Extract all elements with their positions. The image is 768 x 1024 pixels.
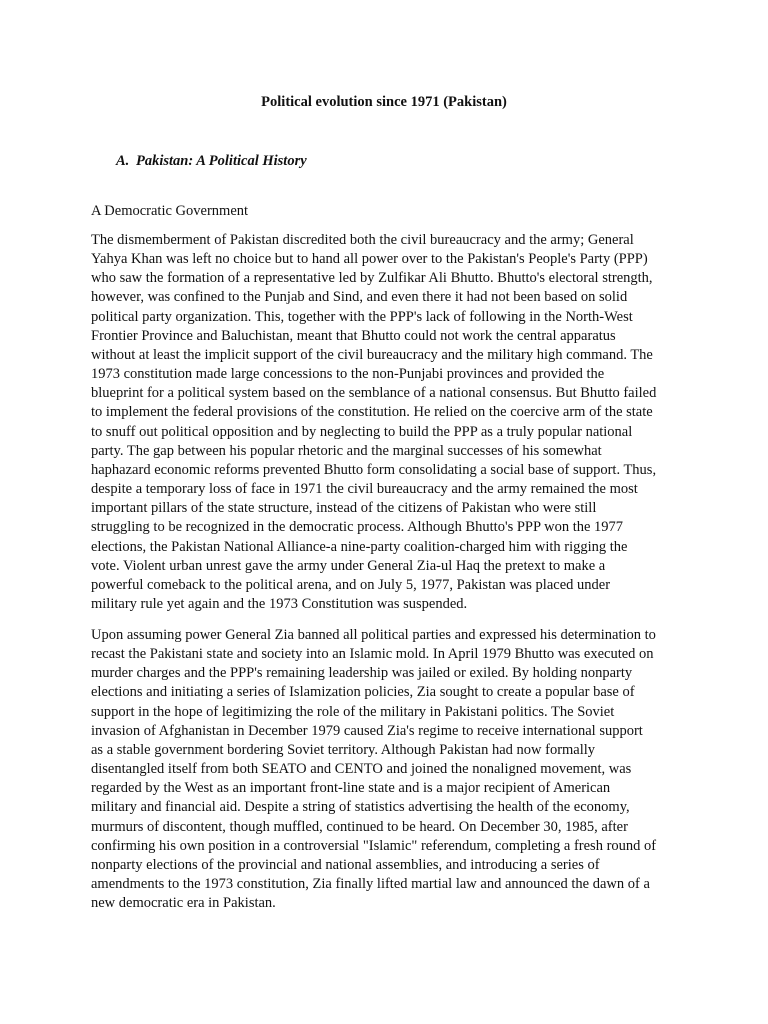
paragraph-line: to implement the federal provisions of the constitution. He relied on the coercive arm of the state — [91, 404, 653, 421]
paragraph-line: important pillars of the state structure, instead of the citizens of Pakistan who were still — [91, 500, 597, 517]
paragraph-line: Upon assuming power General Zia banned all political parties and expressed his determination to — [91, 627, 656, 643]
paragraph-line: confirming his own position in a controversial "Islamic" referendum, completing a fresh round of — [91, 837, 657, 854]
paragraph-line: new democratic era in Pakistan. — [91, 895, 276, 912]
paragraph-line: elections, the Pakistan National Alliance-a nine-party coalition-charged him with rigging the — [91, 538, 628, 555]
paragraph-line: Frontier Province and Baluchistan, meant that Bhutto could not work the central apparatus — [91, 327, 616, 344]
paragraph-line: blueprint for a political system based on the semblance of a national consensus. But Bhutto failed — [91, 385, 657, 402]
section-marker: A. — [116, 153, 130, 169]
document-title: Political evolution since 1971 (Pakistan) — [261, 94, 507, 110]
paragraph-line: recast the Pakistani state and society into an Islamic mold. In April 1979 Bhutto was executed on — [91, 646, 654, 663]
section-heading — [116, 152, 307, 170]
paragraph-line: military and financial aid. Despite a string of statistics advertising the health of the economy, — [91, 799, 630, 816]
paragraph-line: party. The gap between his popular rhetoric and the marginal successes of his somewhat — [91, 442, 602, 459]
paragraph-line: elections and initiating a series of Islamization policies, Zia sought to create a popular base of — [91, 684, 635, 701]
paragraph-line: who saw the formation of a representative led by Zulfikar Ali Bhutto. Bhutto's electoral strength, — [91, 270, 653, 287]
subheading: A Democratic Government — [91, 203, 249, 219]
paragraph-line: Yahya Khan was left no choice but to hand all power over to the Pakistan's People's Party (PPP) — [91, 251, 648, 268]
paragraph-line: amendments to the 1973 constitution, Zia finally lifted martial law and announced the dawn of a — [91, 876, 650, 893]
paragraph-line: murder charges and the PPP's remaining leadership was jailed or exiled. By holding nonparty — [91, 665, 633, 682]
paragraph — [91, 626, 681, 913]
paragraph-line: regarded by the West as an important front-line state and is a major recipient of American — [91, 780, 611, 797]
paragraph-line: nonparty elections of the provincial and national assemblies, and introducing a series of — [91, 856, 600, 873]
paragraph-line: without at least the implicit support of the civil bureaucracy and the military high command. The — [91, 346, 653, 363]
paragraph-line: vote. Violent urban unrest gave the army under General Zia-ul Haq the pretext to make a — [91, 557, 606, 574]
paragraph-line: 1973 constitution made large concessions to the non-Punjabi provinces and provided the — [91, 366, 605, 383]
paragraph-line: political party organization. This, together with the PPP's lack of following in the North-West — [91, 308, 633, 325]
paragraph-line: The dismemberment of Pakistan discredited both the civil bureaucracy and the army; General — [91, 232, 634, 248]
paragraph — [91, 231, 681, 614]
paragraph-line: invasion of Afghanistan in December 1979 caused Zia's regime to receive international support — [91, 722, 643, 739]
paragraph-line: struggling to be recognized in the democratic process. Although Bhutto's PPP won the 1977 — [91, 519, 624, 536]
paragraph-line: haphazard economic reforms prevented Bhutto form consolidating a social base of support. Thus, — [91, 461, 657, 478]
paragraph-line: however, was confined to the Punjab and Sind, and even there it had not been based on solid — [91, 289, 628, 306]
paragraph-line: powerful comeback to the political arena, and on July 5, 1977, Pakistan was placed under — [91, 576, 611, 593]
paragraph-line: disentangled itself from both SEATO and CENTO and joined the nonaligned movement, was — [91, 761, 632, 778]
section-heading-text: Pakistan: A Political History — [136, 153, 307, 169]
paragraph-line: to snuff out political opposition and by neglecting to build the PPP as a truly popular national — [91, 423, 633, 440]
paragraph-line: murmurs of discontent, though muffled, continued to be heard. On December 30, 1985, after — [91, 818, 628, 835]
paragraph-line: despite a temporary loss of face in 1971 the civil bureaucracy and the army remained the most — [91, 481, 638, 498]
paragraph-line: as a stable government bordering Soviet territory. Although Pakistan had now formally — [91, 741, 596, 758]
paragraph-line: support in the hope of legitimizing the role of the military in Pakistani politics. The Soviet — [91, 703, 615, 720]
paragraph-line: military rule yet again and the 1973 Constitution was suspended. — [91, 595, 468, 612]
